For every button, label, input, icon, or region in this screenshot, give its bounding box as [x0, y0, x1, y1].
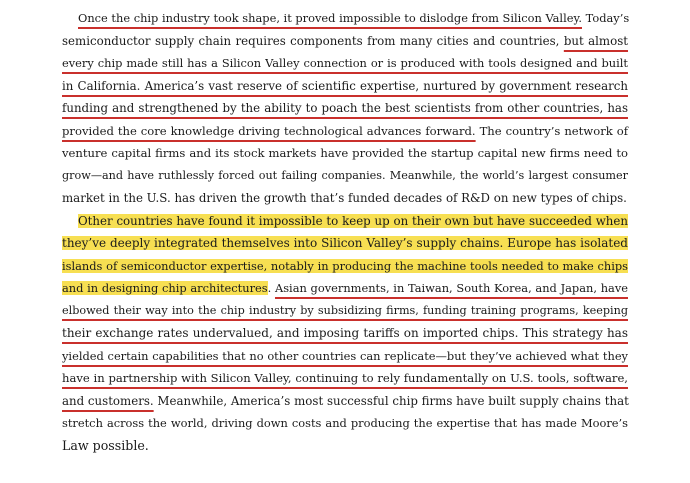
- text-span: The country’s network of: [475, 124, 629, 138]
- text-span: stretch across the world, driving down costs and producing the expertise that has made Moore’s: [62, 416, 628, 430]
- text-span: venture capital firms and its stock markets have provided the startup capital new firms need to: [62, 146, 628, 160]
- underlined-text: Asian governments, in Taiwan, South Korea, and Japan, have: [274, 281, 628, 295]
- text-line: [62, 188, 628, 208]
- text-span: grow—and have ruthlessly forced out failing companies. Meanwhile, the world’s largest consumer: [62, 169, 628, 182]
- text-line: [62, 233, 628, 253]
- underlined-text: in California. America’s vast reserve of scientific expertise, nurtured by government research: [62, 79, 628, 93]
- underlined-text: but almost: [563, 34, 629, 48]
- text-line: [62, 166, 628, 186]
- text-line: [62, 31, 628, 51]
- text-line: [62, 301, 628, 321]
- underlined-text: every chip made still has a Silicon Valley connection or is produced with tools designed and built: [62, 56, 628, 70]
- underlined-text: funding and strengthened by the ability to poach the best scientists from other countries, has: [62, 101, 628, 115]
- highlighted-text: Other countries have found it impossible to keep up on their own but have succeeded when: [78, 214, 628, 228]
- text-span: .: [267, 281, 275, 295]
- text-line: [62, 391, 628, 411]
- text-line: [62, 256, 628, 276]
- text-line: [78, 8, 628, 28]
- highlighted-text: islands of semiconductor expertise, notably in producing the machine tools needed to make chips: [62, 259, 628, 273]
- text-line: [62, 121, 628, 141]
- text-line: [62, 278, 628, 298]
- underlined-text: Once the chip industry took shape, it proved impossible to dislodge from Silicon Valley.: [78, 11, 582, 25]
- text-line: [62, 436, 628, 456]
- text-span: semiconductor supply chain requires components from many cities and countries,: [62, 34, 564, 48]
- underlined-text: provided the core knowledge driving technological advances forward.: [62, 124, 476, 138]
- underlined-text: their exchange rates undervalued, and imposing tariffs on imported chips. This strategy has: [62, 326, 628, 340]
- text-line: [62, 413, 628, 433]
- text-line: [62, 143, 628, 163]
- highlighted-text: and in designing chip architectures: [62, 281, 268, 295]
- text-line: [62, 346, 628, 366]
- text-line: [78, 211, 628, 231]
- highlighted-text: they’ve deeply integrated themselves into Silicon Valley’s supply chains. Europe has isolated: [62, 236, 628, 250]
- text-line: [62, 98, 628, 118]
- underlined-text: elbowed their way into the chip industry by subsidizing firms, funding training programs, keeping: [62, 304, 628, 317]
- underlined-text: have in partnership with Silicon Valley, continuing to rely fundamentally on U.S. tools, software,: [62, 371, 628, 385]
- text-line: [62, 53, 628, 73]
- underlined-text: yielded certain capabilities that no other countries can replicate—but they’ve achieved what they: [62, 349, 628, 363]
- text-line: [62, 76, 628, 96]
- underlined-text: and customers.: [62, 394, 154, 408]
- text-span: Meanwhile, America’s most successful chip firms have built supply chains that: [153, 394, 629, 408]
- text-line: [62, 323, 628, 343]
- text-span: market in the U.S. has driven the growth that’s funded decades of R&D on new types of chips.: [62, 191, 627, 205]
- text-span: Law possible.: [62, 438, 149, 453]
- text-span: Today’s: [582, 11, 630, 25]
- text-line: [62, 368, 628, 388]
